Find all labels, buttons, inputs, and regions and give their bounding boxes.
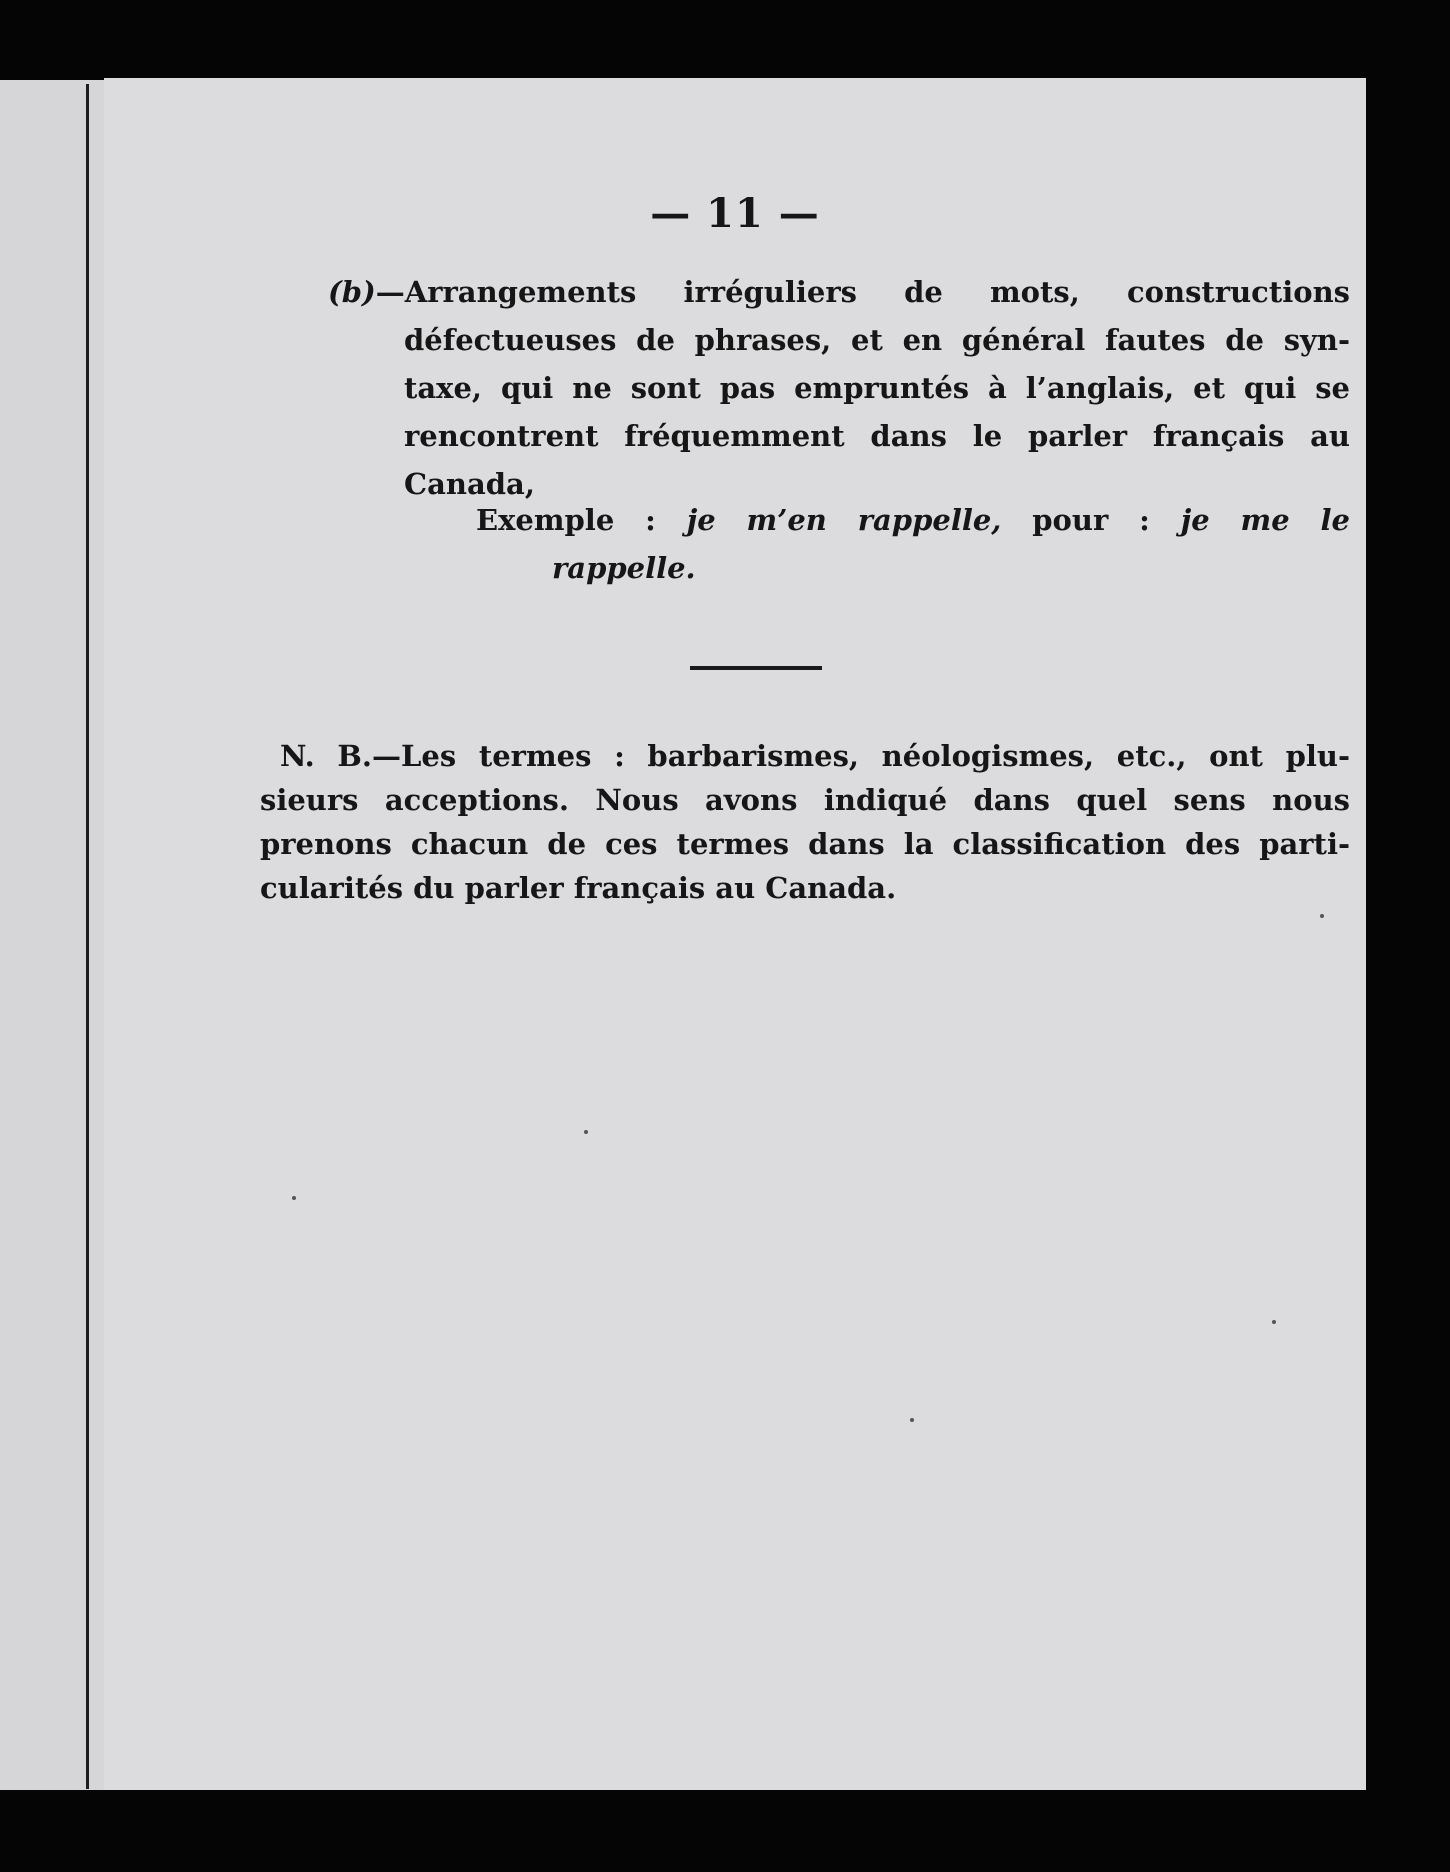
item-b-line-1: [328, 268, 1350, 316]
section-divider-rule: [690, 666, 822, 670]
example-correct-form-start: je me le: [1180, 503, 1351, 537]
book-page: [104, 78, 1366, 1790]
paper-speck: [1272, 1320, 1276, 1324]
item-b-line-1-text: —Arrangements irréguliers de mots, constructions: [375, 275, 1350, 309]
note-line-4: cularités du parler français au Canada.: [260, 871, 897, 905]
example-line-1: [476, 496, 1350, 544]
item-b-line-3: taxe, qui ne sont pas empruntés à l’anglais, et qui se: [404, 371, 1350, 405]
item-b-paragraph: [328, 268, 1350, 508]
binding-gutter-line: [86, 84, 89, 1789]
example-block: [476, 496, 1350, 592]
paper-speck: [292, 1196, 296, 1200]
item-b-label: (b): [328, 275, 376, 309]
page-number: — 11 —: [650, 190, 820, 237]
item-b-line-4: rencontrent fréquemment dans le parler français au: [404, 419, 1350, 453]
paper-speck: [584, 1130, 588, 1134]
nota-bene-paragraph: [260, 734, 1350, 910]
example-middle: pour :: [1001, 503, 1181, 537]
note-line-2: sieurs acceptions. Nous avons indiqué dans quel sens nous: [260, 783, 1350, 817]
note-line-1: N. B.—Les termes : barbarismes, néologismes, etc., ont plu-: [280, 739, 1350, 773]
paper-speck: [1320, 914, 1324, 918]
example-prefix: Exemple :: [476, 503, 687, 537]
note-line-3: prenons chacun de ces termes dans la classification des parti-: [260, 827, 1350, 861]
example-correct-form-end: rappelle.: [552, 551, 696, 585]
item-b-line-2: défectueuses de phrases, et en général fautes de syn-: [404, 323, 1350, 357]
example-incorrect-form: je m’en rappelle,: [686, 503, 1002, 537]
item-b-line-5: Canada,: [404, 467, 535, 501]
paper-speck: [910, 1418, 914, 1422]
